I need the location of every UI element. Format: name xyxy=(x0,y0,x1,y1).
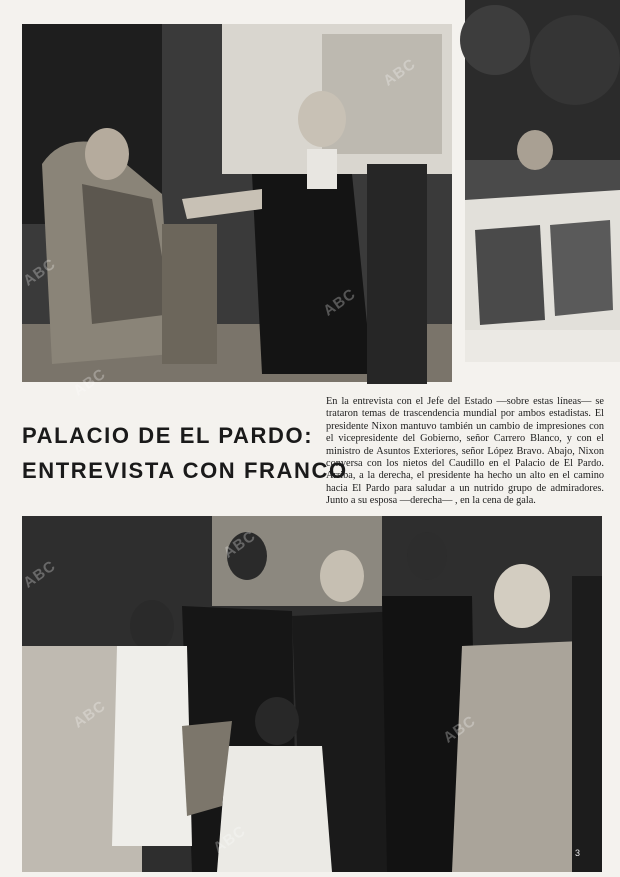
article-caption: En la entrevista con el Jefe del Estado —sobre estas líneas— se trataron temas de trascendencia mundial por ambos estadistas. El presidente Nixon mantuvo también un cambio de impresiones con el vicepresidente del Gobierno, señor Carrero Blanco, y con el ministro de Asuntos Exteriores, señor López Bravo. Abajo, Nixon conversa con los nietos del Caudillo en el Palacio de El Pardo. Arriba, a la derecha, el presidente ha hecho un alto en el camino hacia El Pardo para saludar a un nutrido grupo de admiradores. Junto a su esposa —derecha— , en la cena de gala. xyxy=(326,396,604,507)
watermark-abc: ABC xyxy=(220,527,260,562)
watermark-abc: ABC xyxy=(20,557,60,592)
headline-line-2: ENTREVISTA CON FRANCO xyxy=(22,458,348,483)
main-photo-image xyxy=(22,24,452,382)
watermark-abc: ABC xyxy=(440,712,480,747)
watermark-abc: ABC xyxy=(210,822,250,857)
bottom-photo xyxy=(22,516,602,872)
article-headline xyxy=(22,418,348,488)
watermark-abc: ABC xyxy=(70,697,110,732)
headline-line-1: PALACIO DE EL PARDO: xyxy=(22,423,314,448)
main-photo xyxy=(20,24,452,400)
watermark-abc: ABC xyxy=(20,255,60,290)
watermark-abc: ABC xyxy=(320,285,360,320)
right-photo xyxy=(465,0,620,362)
page-number: 3 xyxy=(574,848,580,858)
bottom-photo-image xyxy=(22,516,602,872)
watermark-abc: ABC xyxy=(70,365,110,400)
right-photo-image xyxy=(465,0,620,362)
watermark-abc: ABC xyxy=(380,55,420,90)
